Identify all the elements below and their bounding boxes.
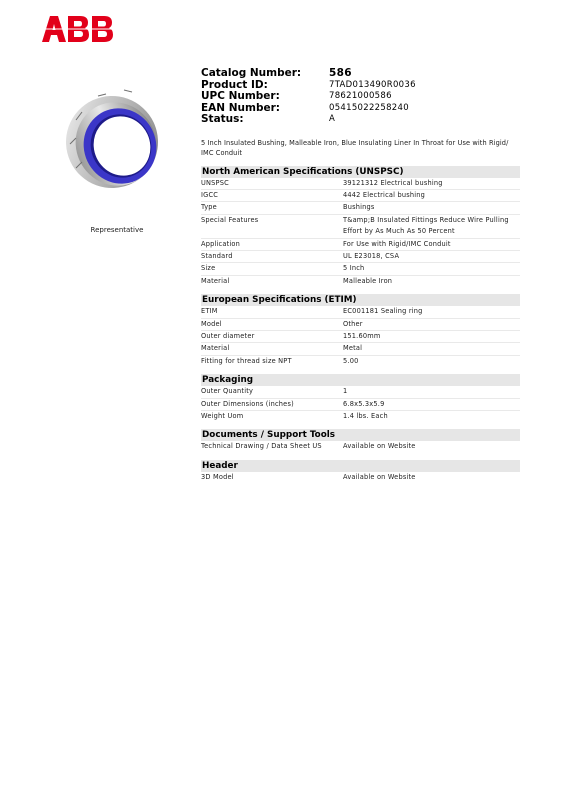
spec-label: Standard — [201, 251, 233, 260]
spec-row — [201, 276, 520, 287]
spec-value: 1.4 lbs. Each — [343, 412, 388, 420]
spec-row — [201, 441, 520, 452]
spec-label: UNSPSC — [201, 178, 229, 187]
spec-label: Material — [201, 344, 230, 353]
spec-value: Metal — [343, 344, 363, 353]
spec-row — [201, 399, 520, 411]
spec-row — [201, 343, 520, 355]
spec-label: Outer Quantity — [201, 387, 254, 396]
spec-section — [201, 166, 520, 288]
spec-value: UL E23018, CSA — [343, 251, 400, 260]
section-title: Packaging — [201, 374, 520, 386]
spec-value: 39121312 Electrical bushing — [343, 178, 443, 187]
spec-label: Outer Dimensions (inches) — [201, 399, 294, 408]
spec-row — [201, 331, 520, 343]
spec-label: Special Features — [201, 215, 259, 224]
spec-section — [201, 294, 520, 367]
spec-row — [201, 251, 520, 263]
spec-value: EC001181 Sealing ring — [343, 307, 423, 316]
identifier-value: 7TAD013490R0036 — [329, 79, 416, 90]
spec-row — [201, 263, 520, 275]
spec-value: Other — [343, 319, 363, 328]
product-image — [58, 82, 166, 194]
spec-value: Malleable Iron — [343, 276, 393, 285]
spec-label: Size — [201, 264, 216, 273]
identifier-value: 586 — [329, 67, 352, 79]
spec-value: For Use with Rigid/IMC Conduit — [343, 239, 451, 248]
spec-row — [201, 239, 520, 251]
spec-row — [201, 319, 520, 331]
spec-row — [201, 190, 520, 202]
identifier-label: Status: — [201, 113, 244, 125]
spec-label: Technical Drawing / Data Sheet US — [201, 442, 322, 451]
spec-label: Outer diameter — [201, 331, 255, 340]
spec-value: Bushings — [343, 203, 375, 212]
spec-value: 5.00 — [343, 356, 359, 365]
spec-row — [201, 306, 520, 318]
spec-section — [201, 374, 520, 422]
section-title: Header — [201, 460, 520, 472]
identifier-value: 78621000586 — [329, 91, 392, 101]
image-caption: Representative — [90, 226, 144, 234]
spec-row — [201, 202, 520, 214]
spec-value: 1 — [343, 387, 348, 396]
spec-label: Model — [201, 319, 222, 328]
spec-row — [201, 178, 520, 190]
spec-value: Available on Website — [343, 442, 416, 451]
identifier-label: UPC Number: — [201, 90, 280, 102]
spec-value: 6.8x5.3x5.9 — [343, 399, 385, 408]
spec-label: Application — [201, 239, 241, 248]
spec-row — [201, 386, 520, 398]
spec-section — [201, 460, 520, 483]
identifier-label: EAN Number: — [201, 101, 280, 114]
product-details — [201, 68, 520, 490]
identifier-label: Product ID: — [201, 78, 268, 91]
spec-row — [201, 215, 520, 239]
identifier-label: Catalog Number: — [201, 67, 302, 79]
section-title: European Specifications (ETIM) — [201, 294, 520, 306]
spec-value: Available on Website — [343, 472, 416, 481]
spec-section — [201, 429, 520, 452]
spec-label: Fitting for thread size NPT — [201, 356, 292, 365]
spec-label: ETIM — [201, 307, 218, 316]
spec-label: Type — [201, 203, 217, 212]
spec-row — [201, 472, 520, 483]
spec-label: IGCC — [201, 190, 219, 199]
spec-value: 4442 Electrical bushing — [343, 190, 426, 199]
spec-value: 151.60mm — [343, 331, 381, 340]
section-title: Documents / Support Tools — [201, 429, 520, 441]
section-title: North American Specifications (UNSPSC) — [201, 166, 520, 178]
abb-logo — [40, 16, 116, 42]
identifier-block — [201, 68, 520, 126]
spec-label: Material — [201, 276, 230, 285]
spec-value: T&amp;B Insulated Fittings Reduce Wire Pulling Effort by As Much As 50 Percent — [343, 215, 509, 236]
spec-label: 3D Model — [201, 472, 234, 481]
spec-row — [201, 356, 520, 367]
spec-label: Weight Uom — [201, 412, 244, 420]
product-description: 5 Inch Insulated Bushing, Malleable Iron, Blue Insulating Liner In Throat for Use with Rigid/ IMC Conduit — [201, 138, 509, 157]
spec-row — [201, 411, 520, 422]
identifier-value: A — [329, 114, 336, 124]
spec-value: 5 Inch — [343, 264, 365, 273]
identifier-value: 05415022258240 — [329, 102, 409, 113]
specification-sections — [201, 166, 520, 484]
